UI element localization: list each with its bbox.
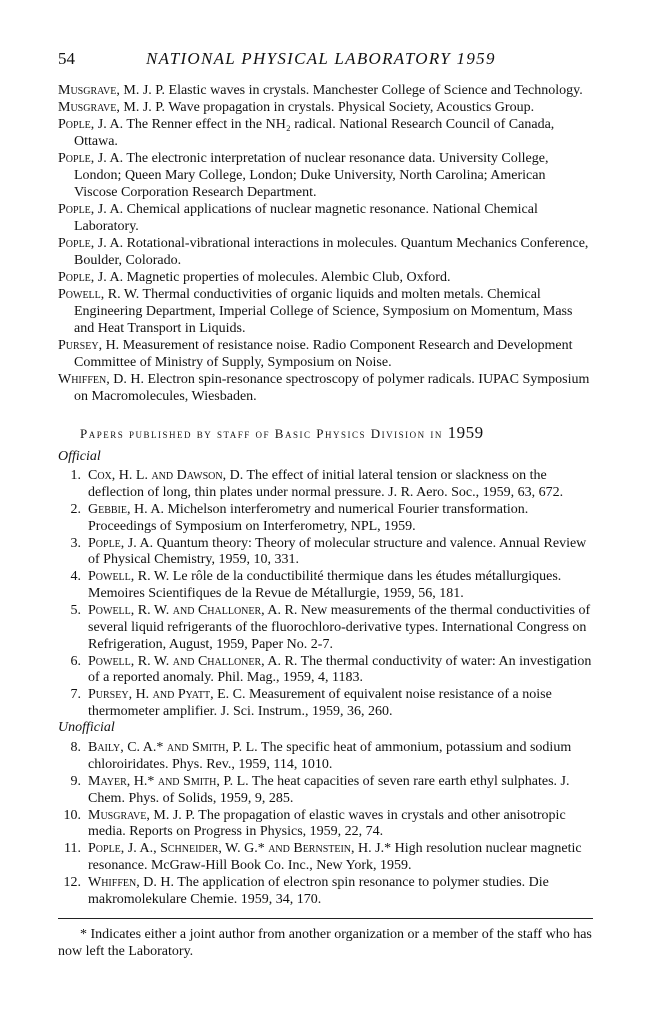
item-number: 1. [70, 468, 81, 483]
item-number: 7. [70, 687, 81, 703]
lecture-entry [58, 371, 590, 405]
paper-item [58, 569, 598, 602]
paper-authors: Whiffen, D. H. [88, 875, 174, 891]
paper-item [58, 875, 598, 908]
item-number: 8. [70, 740, 81, 755]
paper-text: The heat capacities of seven rare earth ethyl sulphates. J. Chem. Phys. of Solids, 1959, 9, 285. [88, 773, 570, 806]
lecture-text: Magnetic properties of molecules. Alembic Club, Oxford. [123, 270, 451, 285]
lecture-entry [58, 235, 590, 269]
item-number: 5. [70, 603, 81, 619]
page-number: 54 [58, 49, 75, 68]
paper-item [58, 687, 598, 720]
lecture-text: Elastic waves in crystals. Manchester College of Science and Technology. [165, 83, 583, 98]
paper-item [58, 603, 598, 653]
subsection-unofficial: Unofficial [58, 720, 115, 735]
paper-authors: Pople, J. A., Schneider, W. G.* and Bernstein, H. J.* [88, 841, 392, 857]
lecture-entry [58, 150, 590, 201]
paper-authors: Pursey, H. and Pyatt, E. C. [88, 687, 246, 703]
section-heading-year: 1959 [447, 423, 484, 442]
item-number: 6. [70, 653, 81, 669]
author: Pople, J. A. [58, 151, 124, 166]
paper-text: High resolution nuclear magnetic resonance. McGraw-Hill Book Co. Inc., New York, 1959. [88, 841, 582, 874]
paper-item [58, 468, 598, 501]
paper-text: New measurements of the thermal conductivities of several liquid refrigerants of the fluorochloro-derivative types. International Congress on Refrigeration, August, 1959, Paper No. 2-7. [88, 603, 591, 652]
paper-text: The specific heat of ammonium, potassium and sodium chloroiridates. Phys. Rev., 1959, 114, 1010. [88, 740, 572, 772]
paper-authors: Baily, C. A.* and Smith, P. L. [88, 740, 258, 755]
lecture-entry [58, 82, 590, 99]
paper-item [58, 654, 598, 687]
paper-authors: Gebbie, H. A. [88, 501, 164, 517]
author: Pople, J. A. [58, 270, 124, 285]
paper-authors: Powell, R. W. and Challoner, A. R. [88, 603, 298, 619]
paper-text: Michelson interferometry and numerical Fourier transformation. Proceedings of Symposium on Interferometry, NPL, 1959. [88, 501, 529, 534]
author: Musgrave, M. J. P. [58, 83, 166, 98]
paper-authors: Cox, H. L. and Dawson, D. [88, 468, 244, 483]
paper-authors: Pople, J. A. [88, 535, 154, 551]
item-number: 3. [70, 535, 81, 551]
lectures-list [58, 82, 590, 405]
paper-text: The effect of initial lateral tension or slackness on the deflection of long, thin plates under normal pressure. J. R. Aero. Soc., 1959, 63, 672. [88, 468, 564, 500]
paper-item [58, 502, 598, 535]
author: Pursey, H. [58, 338, 120, 353]
lecture-entry [58, 99, 590, 116]
author: Powell, R. W. [58, 287, 140, 302]
paper-authors: Musgrave, M. J. P. [88, 807, 196, 823]
paper-text: Le rôle de la conductibilité thermique dans les études métallurgiques. Memoires Scientifiques de la Revue de Métallurgie, 1959, 56, 181. [88, 569, 562, 602]
lecture-text: Thermal conductivities of organic liquids and molten metals. Chemical Engineering Department, Imperial College of Science, Symposium on Momentum, Mass and Heat Transport in Liquids. [74, 287, 573, 336]
paper-text: The application of electron spin resonance to polymer studies. Die makromolekulare Chemie. 1959, 34, 170. [88, 875, 549, 907]
running-title: NATIONAL PHYSICAL LABORATORY 1959 [146, 49, 496, 68]
item-number: 11. [64, 841, 81, 857]
paper-item [58, 808, 598, 841]
lecture-text: The electronic interpretation of nuclear resonance data. University College, London; Queen Mary College, London; Duke University, North Carolina; American Viscose Corporation Research Department. [74, 151, 549, 200]
official-papers-list [58, 468, 598, 721]
footnote-rule [58, 918, 593, 919]
paper-authors: Mayer, H.* and Smith, P. L. [88, 773, 249, 789]
footnote: * Indicates either a joint author from another organization or a member of the staff who has now left the Laboratory. [58, 927, 592, 959]
paper-text: The propagation of elastic waves in crystals and other anisotropic media. Reports on Progress in Physics, 1959, 22, 74. [88, 807, 566, 840]
author: Whiffen, D. H. [58, 372, 144, 387]
author: Pople, J. A. [58, 117, 124, 132]
paper-authors: Powell, R. W. and Challoner, A. R. [88, 653, 298, 669]
paper-item [58, 774, 598, 807]
section-heading [80, 423, 600, 443]
paper-item [58, 536, 598, 569]
lecture-text: Chemical applications of nuclear magnetic resonance. National Chemical Laboratory. [74, 202, 538, 234]
lecture-text: Measurement of resistance noise. Radio Component Research and Development Committee of Ministry of Supply, Symposium on Noise. [74, 338, 573, 370]
paper-text: Quantum theory: Theory of molecular structure and valence. Annual Review of Physical Chemistry, 1959, 10, 331. [88, 535, 587, 568]
paper-text: Measurement of equivalent noise resistance of a noise thermometer amplifier. J. Sci. Instrum., 1959, 36, 260. [88, 687, 552, 720]
subsection-official: Official [58, 449, 101, 464]
author: Pople, J. A. [58, 202, 124, 217]
item-number: 2. [70, 501, 81, 517]
lecture-text: The Renner effect in the NH₂ radical. National Research Council of Canada, Ottawa. [74, 117, 555, 149]
paper-text: The thermal conductivity of water: An investigation of a reported anomaly. Phil. Mag., 1959, 4, 1183. [88, 653, 592, 686]
author: Musgrave, M. J. P. [58, 100, 166, 115]
author: Pople, J. A. [58, 236, 124, 251]
paper-authors: Powell, R. W. [88, 569, 170, 585]
paper-item [58, 740, 598, 773]
item-number: 9. [70, 773, 81, 789]
lecture-entry [58, 337, 590, 371]
lecture-text: Wave propagation in crystals. Physical Society, Acoustics Group. [165, 100, 535, 115]
lecture-entry [58, 286, 590, 337]
lecture-entry [58, 269, 590, 286]
paper-item [58, 841, 598, 874]
lecture-text: Electron spin-resonance spectroscopy of polymer radicals. IUPAC Symposium on Macromolecules, Wiesbaden. [74, 372, 590, 404]
page-header [58, 49, 618, 73]
lecture-entry [58, 116, 590, 150]
lecture-text: Rotational-vibrational interactions in molecules. Quantum Mechanics Conference, Boulder, Colorado. [74, 236, 589, 268]
lecture-entry [58, 201, 590, 235]
item-number: 12. [63, 875, 81, 891]
unofficial-papers-list [58, 740, 598, 909]
item-number: 4. [70, 569, 81, 585]
section-heading-text: Papers published by staff of Basic Physics Division in [80, 426, 443, 441]
item-number: 10. [63, 807, 81, 823]
